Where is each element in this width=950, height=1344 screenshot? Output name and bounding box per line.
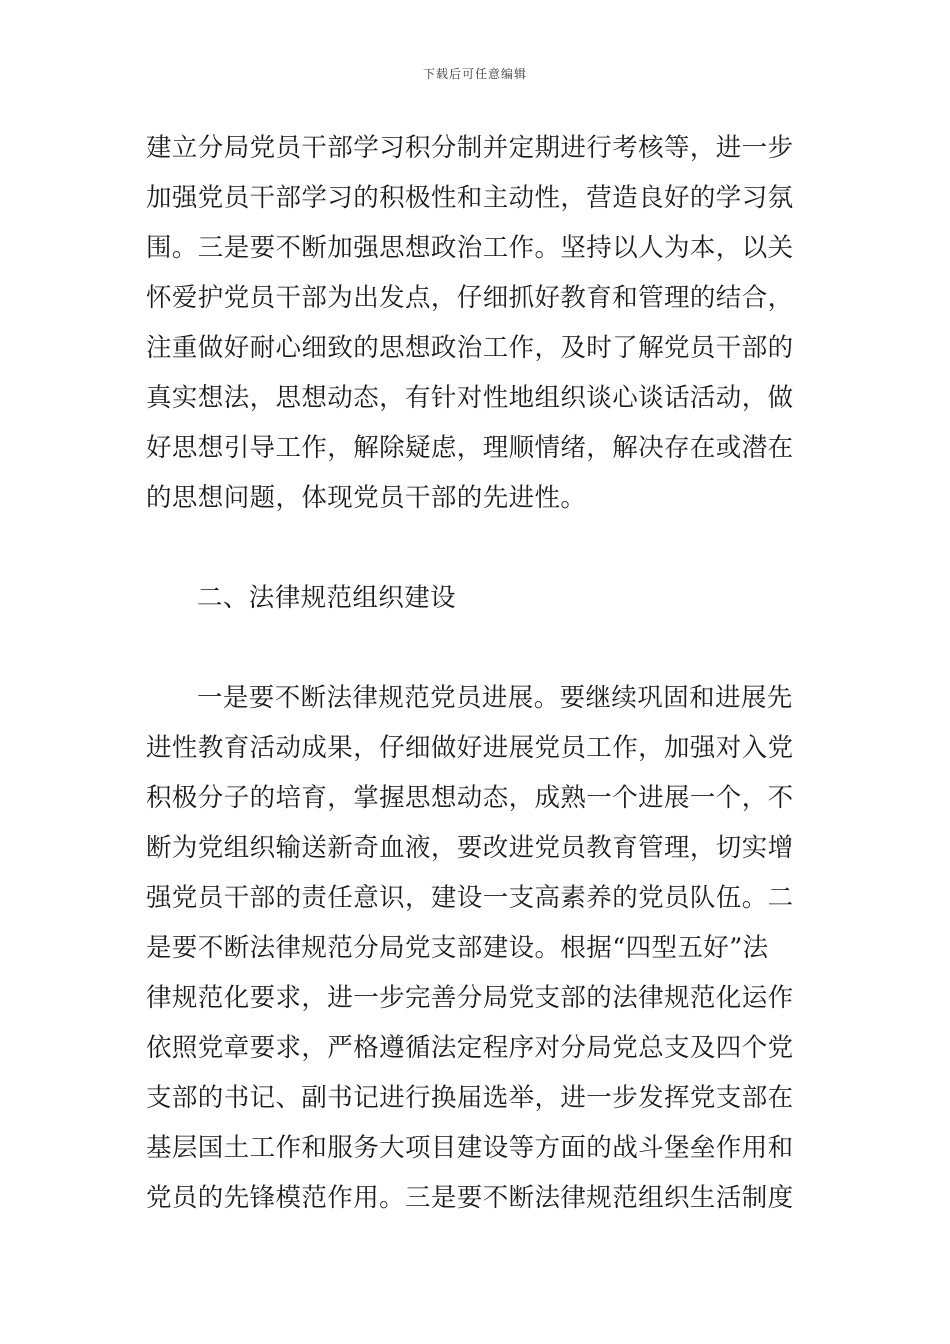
text-line: 怀爱护党员干部为出发点，仔细抓好教育和管理的结合， bbox=[146, 283, 794, 313]
text-line: 进性教育活动成果，仔细做好进展党员工作，加强对入党 bbox=[146, 733, 794, 763]
paragraph-2 bbox=[146, 673, 810, 1223]
paragraph-spacer bbox=[146, 523, 810, 573]
text-line: 断为党组织输送新奇血液，要改进党员教育管理，切实增 bbox=[146, 833, 794, 863]
text-line: 建立分局党员干部学习积分制并定期进行考核等，进一步 bbox=[146, 133, 794, 163]
text-line: 一是要不断法律规范党员进展。要继续巩固和进展先 bbox=[197, 683, 793, 713]
page-header: 下载后可任意编辑 bbox=[422, 67, 527, 81]
text-line: 强党员干部的责任意识，建设一支高素养的党员队伍。二 bbox=[146, 883, 794, 913]
text-line: 好思想引导工作，解除疑虑，理顺情绪，解决存在或潜在 bbox=[146, 433, 794, 463]
text-line: 依照党章要求，严格遵循法定程序对分局党总支及四个党 bbox=[146, 1033, 794, 1063]
text-line: 支部的书记、副书记进行换届选举，进一步发挥党支部在 bbox=[146, 1083, 794, 1113]
text-line: 加强党员干部学习的积极性和主动性，营造良好的学习氛 bbox=[146, 183, 794, 213]
text-line: 党员的先锋模范作用。三是要不断法律规范组织生活制度 bbox=[146, 1183, 794, 1213]
text-line: 注重做好耐心细致的思想政治工作，及时了解党员干部的 bbox=[146, 333, 794, 363]
text-line: 积极分子的培育，掌握思想动态，成熟一个进展一个，不 bbox=[146, 783, 794, 813]
text-line: 是要不断法律规范分局党支部建设。根据“四型五好”法 bbox=[146, 933, 769, 963]
text-line: 围。三是要不断加强思想政治工作。坚持以人为本，以关 bbox=[146, 233, 794, 263]
text-line: 基层国土工作和服务大项目建设等方面的战斗堡垒作用和 bbox=[146, 1133, 794, 1163]
section-heading: 二、法律规范组织建设 bbox=[197, 583, 457, 613]
text-line: 真实想法，思想动态，有针对性地组织谈心谈话活动，做 bbox=[146, 383, 794, 413]
paragraph-spacer bbox=[146, 623, 810, 673]
document-body bbox=[146, 123, 810, 1223]
text-line: 的思想问题，体现党员干部的先进性。 bbox=[146, 483, 587, 513]
text-line: 律规范化要求，进一步完善分局党支部的法律规范化运作 bbox=[146, 983, 794, 1013]
paragraph-1 bbox=[146, 123, 810, 523]
